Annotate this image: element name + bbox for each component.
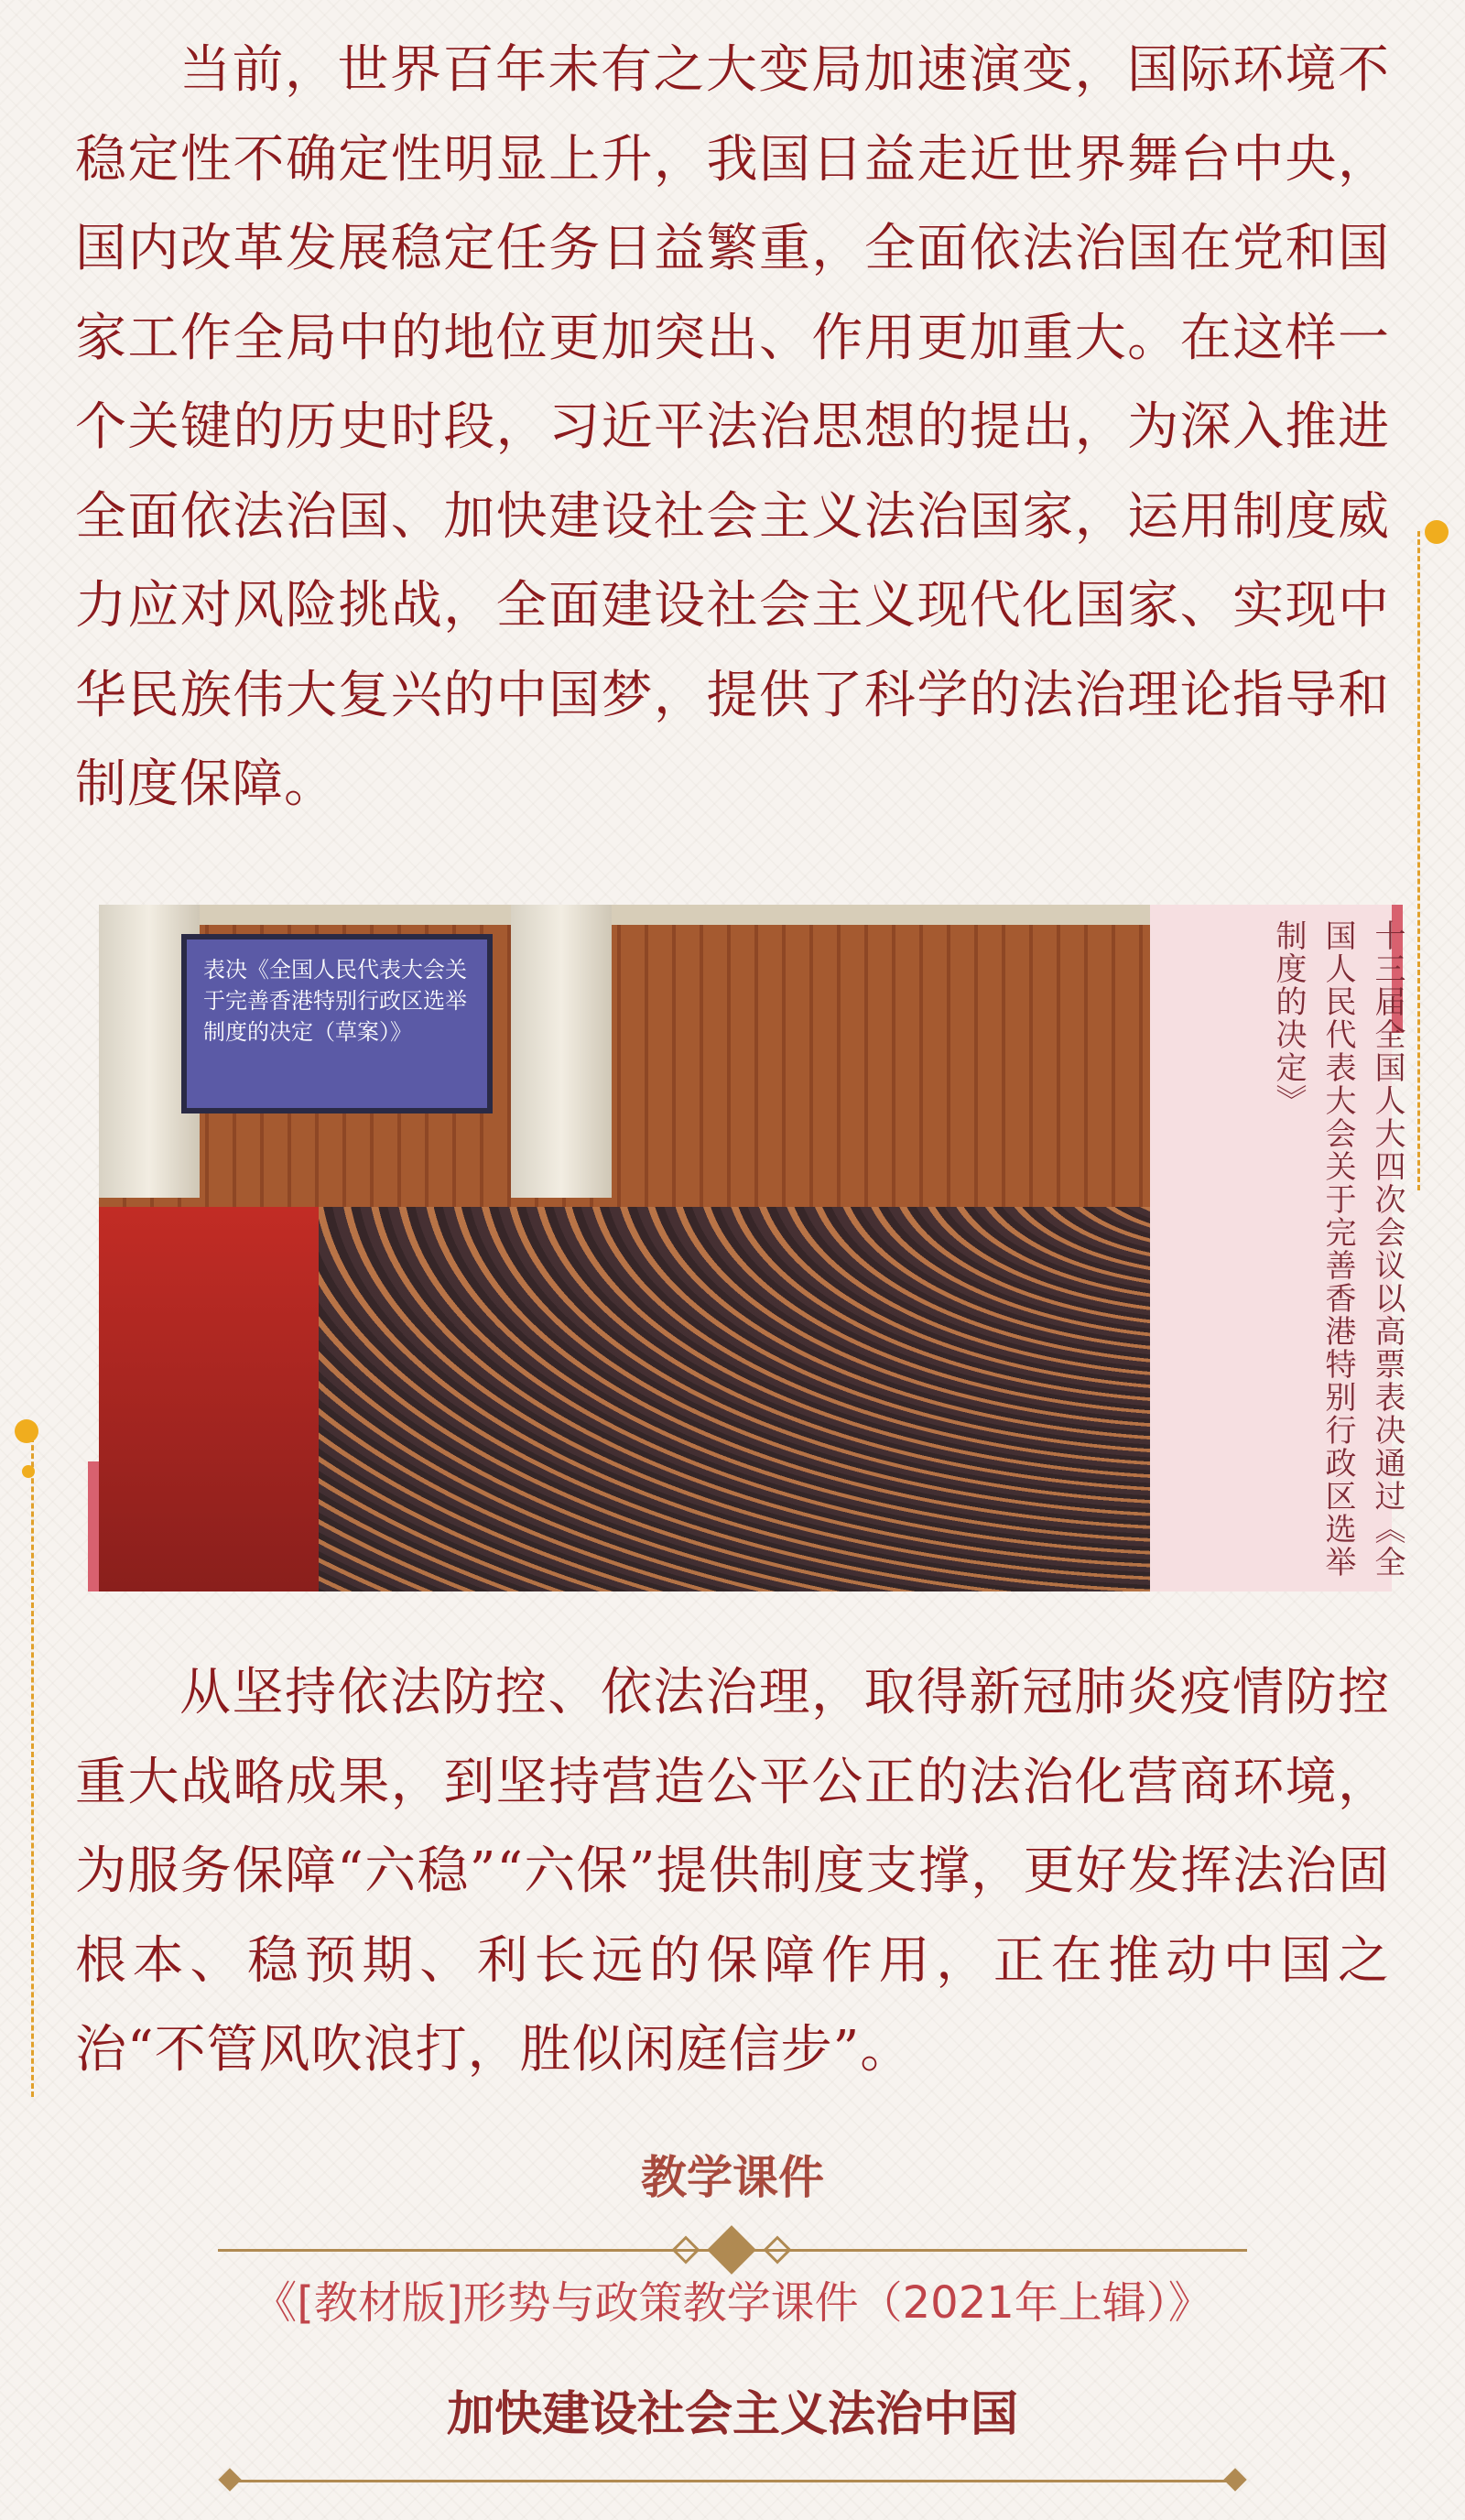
- left-dashed-line: [31, 1428, 34, 2097]
- left-orange-dot-small: [22, 1465, 35, 1478]
- footer-subtitle: 加快建设社会主义法治中国: [446, 2387, 1018, 2442]
- photo-seating-rows: [319, 1207, 1150, 1591]
- footer-title: 教学课件: [641, 2151, 824, 2204]
- photo-left-accent-bar: [88, 1461, 99, 1591]
- congress-photo: [99, 905, 1150, 1591]
- course-name: 《[教材版]形势与政策教学课件（2021年上辑）》: [253, 2277, 1212, 2329]
- photo-caption: 十三届全国人大四次会议以高票表决通过《全国人民代表大会关于完善香港特别行政区选举制度的决定》: [1270, 919, 1405, 1579]
- right-orange-dot: [1425, 520, 1449, 544]
- photo-screen-text: 表决《全国人民代表大会关于完善香港特别行政区选举制度的决定（草案）》: [203, 957, 467, 1045]
- photo-ceiling: [99, 905, 1150, 925]
- footer-divider-2: [229, 2480, 1236, 2482]
- photo-pillar-right: [511, 905, 612, 1198]
- divider-1-left-diamond: [671, 2235, 700, 2264]
- right-dashed-line: [1417, 531, 1420, 1190]
- article-paragraph-1: 当前，世界百年未有之大变局加速演变，国际环境不稳定性不确定性明显上升，我国日益走近世界舞台中央，国内改革发展稳定任务日益繁重，全面依法治国在党和国家工作全局中的地位更加突出、作用更加重大。在这样一个关键的历史时段，习近平法治思想的提出，为深入推进全面依法治国、加快建设社会主义法治国家，运用制度威力应对风险挑战，全面建设社会主义现代化国家、实现中华民族伟大复兴的中国梦，提供了科学的法治理论指导和制度保障。: [75, 40, 1390, 814]
- divider-2-right-diamond: [1223, 2468, 1246, 2491]
- left-orange-dot: [15, 1419, 38, 1443]
- divider-2-left-diamond: [218, 2468, 241, 2491]
- divider-1-right-diamond: [763, 2235, 791, 2264]
- article-paragraph-2: 从坚持依法防控、依法治理，取得新冠肺炎疫情防控重大战略成果，到坚持营造公平公正的法治化营商环境，为服务保障“六稳”“六保”提供制度支撑，更好发挥法治固根本、稳预期、利长远的保障作用，正在推动中国之治“不管风吹浪打，胜似闲庭信步”。: [75, 1663, 1390, 2080]
- divider-1-center-diamond: [707, 2225, 756, 2275]
- photo-screen: [181, 934, 493, 1113]
